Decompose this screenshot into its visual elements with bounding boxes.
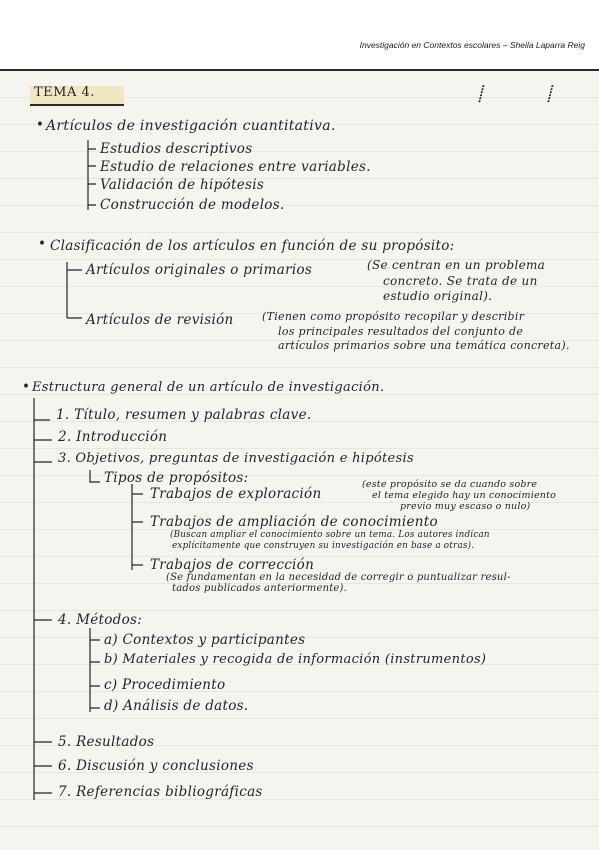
section1-item-3: Validación de hipótesis — [100, 177, 265, 193]
structure-item-1: 1. Título, resumen y palabras clave. — [56, 407, 312, 423]
purpose-exploration: Trabajos de exploración — [150, 486, 322, 502]
methods-item-a: a) Contextos y participantes — [104, 632, 306, 648]
bullet-icon: • — [36, 117, 45, 133]
purpose-expansion: Trabajos de ampliación de conocimiento — [150, 514, 438, 530]
bullet-icon: • — [38, 236, 47, 252]
review-articles-label: Artículos de revisión — [86, 312, 234, 328]
purpose-exploration-note-3: previo muy escaso o nulo) — [400, 501, 531, 512]
methods-item-b: b) Materiales y recogida de información (instrumentos) — [104, 652, 487, 667]
methods-item-d: d) Análisis de datos. — [104, 698, 249, 714]
section1-item-2: Estudio de relaciones entre variables. — [100, 159, 371, 175]
page-title: TEMA 4. — [34, 85, 95, 100]
structure-item-6: 6. Discusión y conclusiones — [58, 758, 254, 774]
page-header: Investigación en Contextos escolares – Sheila Laparra Reig — [359, 40, 585, 50]
methods-item-c: c) Procedimiento — [104, 677, 226, 693]
section3-heading: Estructura general de un artículo de investigación. — [32, 380, 385, 395]
section1-item-4: Construcción de modelos. — [100, 197, 285, 213]
margin-marks: ⸽ ⸽ — [478, 84, 552, 103]
bullet-icon: • — [22, 379, 31, 395]
original-articles-desc-3: estudio original). — [383, 289, 493, 303]
structure-item-2: 2. Introducción — [58, 429, 168, 445]
original-articles-label: Artículos originales o primarios — [86, 262, 313, 278]
purpose-correction-note-1: (Se fundamentan en la necesidad de corregir o puntualizar resul- — [166, 572, 511, 583]
purpose-expansion-note-1: (Buscan ampliar el conocimiento sobre un tema. Los autores indican — [170, 530, 490, 540]
purpose-correction-note-2: tados publicados anteriormente). — [172, 583, 348, 594]
structure-item-5: 5. Resultados — [58, 734, 155, 750]
structure-item-4: 4. Métodos: — [58, 612, 143, 628]
section2-heading: Clasificación de los artículos en función de su propósito: — [50, 238, 455, 254]
original-articles-desc-1: (Se centran en un problema — [367, 258, 546, 272]
section1-heading: Artículos de investigación cuantitativa. — [46, 118, 336, 134]
review-articles-desc-2: los principales resultados del conjunto de — [278, 325, 524, 338]
review-articles-desc-3: artículos primarios sobre una temática concreta). — [278, 339, 570, 352]
structure-item-3: 3. Objetivos, preguntas de investigación e hipótesis — [58, 451, 414, 466]
purpose-exploration-note-1: (este propósito se da cuando sobre — [362, 479, 538, 490]
purpose-expansion-note-2: explícitamente que construyen su investigación en base a otras). — [172, 541, 475, 551]
original-articles-desc-2: concreto. Se trata de un — [383, 274, 538, 288]
purpose-correction: Trabajos de corrección — [150, 557, 315, 573]
review-articles-desc-1: (Tienen como propósito recopilar y describir — [262, 310, 525, 323]
purpose-types-label: Tipos de propósitos: — [104, 470, 249, 486]
purpose-exploration-note-2: el tema elegido hay un conocimiento — [372, 490, 557, 501]
structure-item-7: 7. Referencias bibliográficas — [58, 784, 263, 800]
section1-item-1: Estudios descriptivos — [100, 141, 253, 157]
